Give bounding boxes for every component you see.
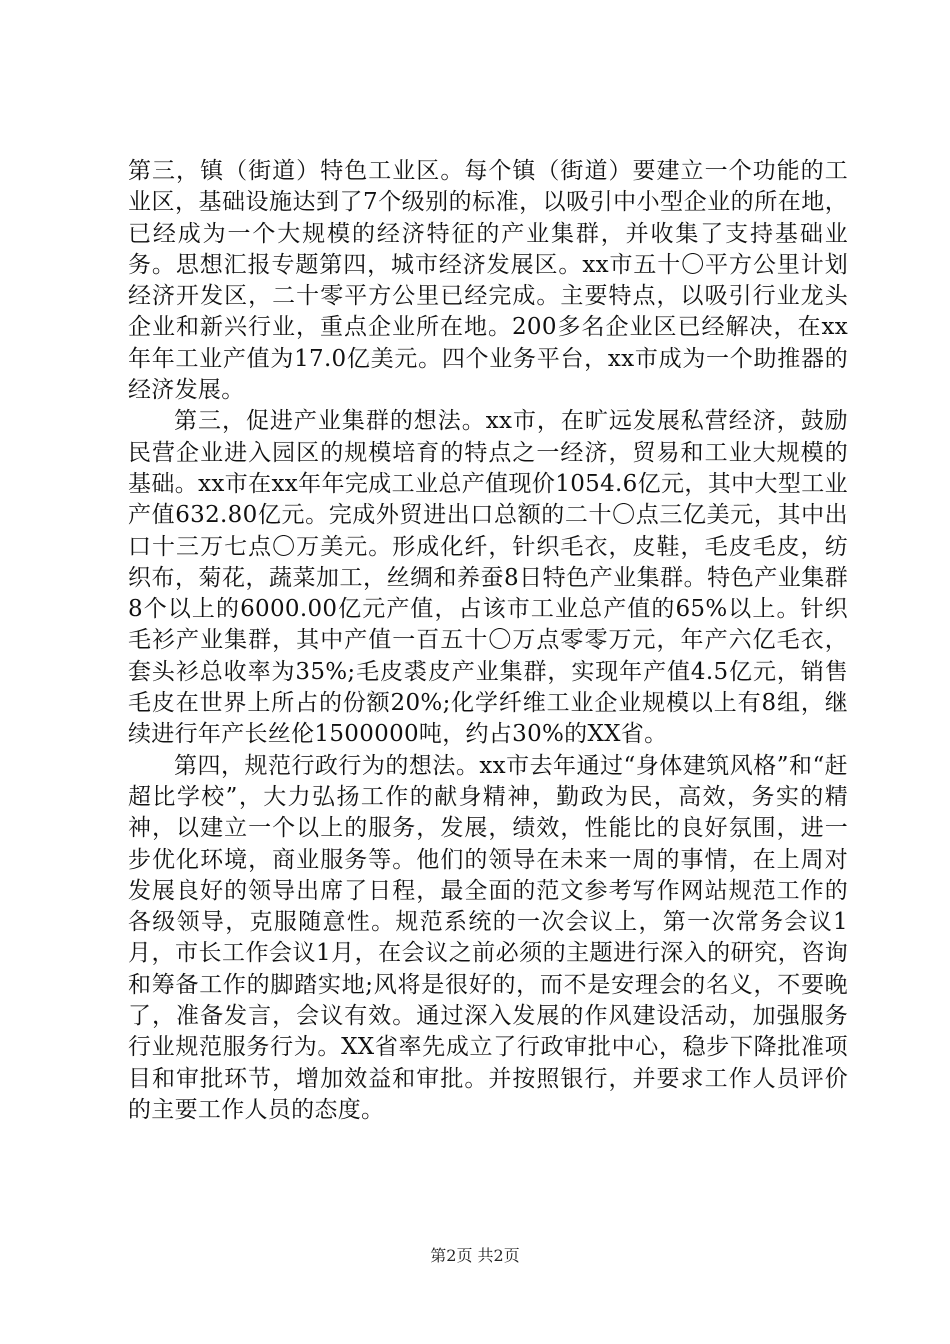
document-body [128,156,848,1126]
paragraph-industry-clusters: 第三，促进产业集群的想法。xx市，在旷远发展私营经济，鼓励民营企业进入园区的规模培育的特点之一经济，贸易和工业大规模的基础。xx市在xx年年完成工业总产值现价1054.6亿元，其中大型工业产值632.80亿元。完成外贸进出口总额的二十〇点三亿美元，其中出口十三万七点〇万美元。形成化纤，针织毛衣，皮鞋，毛皮毛皮，纺织布，菊花，蔬菜加工，丝绸和养蚕8日特色产业集群。特色产业集群8个以上的6000.00亿元产值，占该市工业总产值的65%以上。针织毛衫产业集群，其中产值一百五十〇万点零零万元，年产六亿毛衣，套头衫总收率为35%;毛皮裘皮产业集群，实现年产值4.5亿元，销售毛皮在世界上所占的份额20%;化学纤维工业企业规模以上有8组，继续进行年产长丝伦1500000吨，约占30%的XX省。 [128,408,848,748]
paragraph-administrative-conduct: 第四，规范行政行为的想法。xx市去年通过“身体建筑风格”和“赶超比学校”，大力弘扬工作的献身精神，勤政为民，高效，务实的精神，以建立一个以上的服务，发展，绩效，性能比的良好氛围，进一步优化环境，商业服务等。他们的领导在未来一周的事情，在上周对发展良好的领导出席了日程，最全面的范文参考写作网站规范工作的各级领导，克服随意性。规范系统的一次会议上，第一次常务会议1月，市长工作会议1月，在会议之前必须的主题进行深入的研究，咨询和筹备工作的脚踏实地;风将是很好的，而不是安理会的名义，不要晚了，准备发言，会议有效。通过深入发展的作风建设活动，加强服务行业规范服务行为。XX省率先成立了行政审批中心，稳步下降批准项目和审批环节，增加效益和审批。并按照银行，并要求工作人员评价的主要工作人员的态度。 [128,752,848,1123]
page-number-footer: 第2页 共2页 [430,1246,520,1265]
paragraph-industrial-zones: 第三，镇（街道）特色工业区。每个镇（街道）要建立一个功能的工业区，基础设施达到了7个级别的标准，以吸引中小型企业的所在地，已经成为一个大规模的经济特征的产业集群，并收集了支持基础业务。思想汇报专题第四，城市经济发展区。xx市五十〇平方公里计划经济开发区，二十零平方公里已经完成。主要特点，以吸引行业龙头企业和新兴行业，重点企业所在地。200多名企业区已经解决，在xx年年工业产值为17.0亿美元。四个业务平台，xx市成为一个助推器的经济发展。 [128,158,848,404]
